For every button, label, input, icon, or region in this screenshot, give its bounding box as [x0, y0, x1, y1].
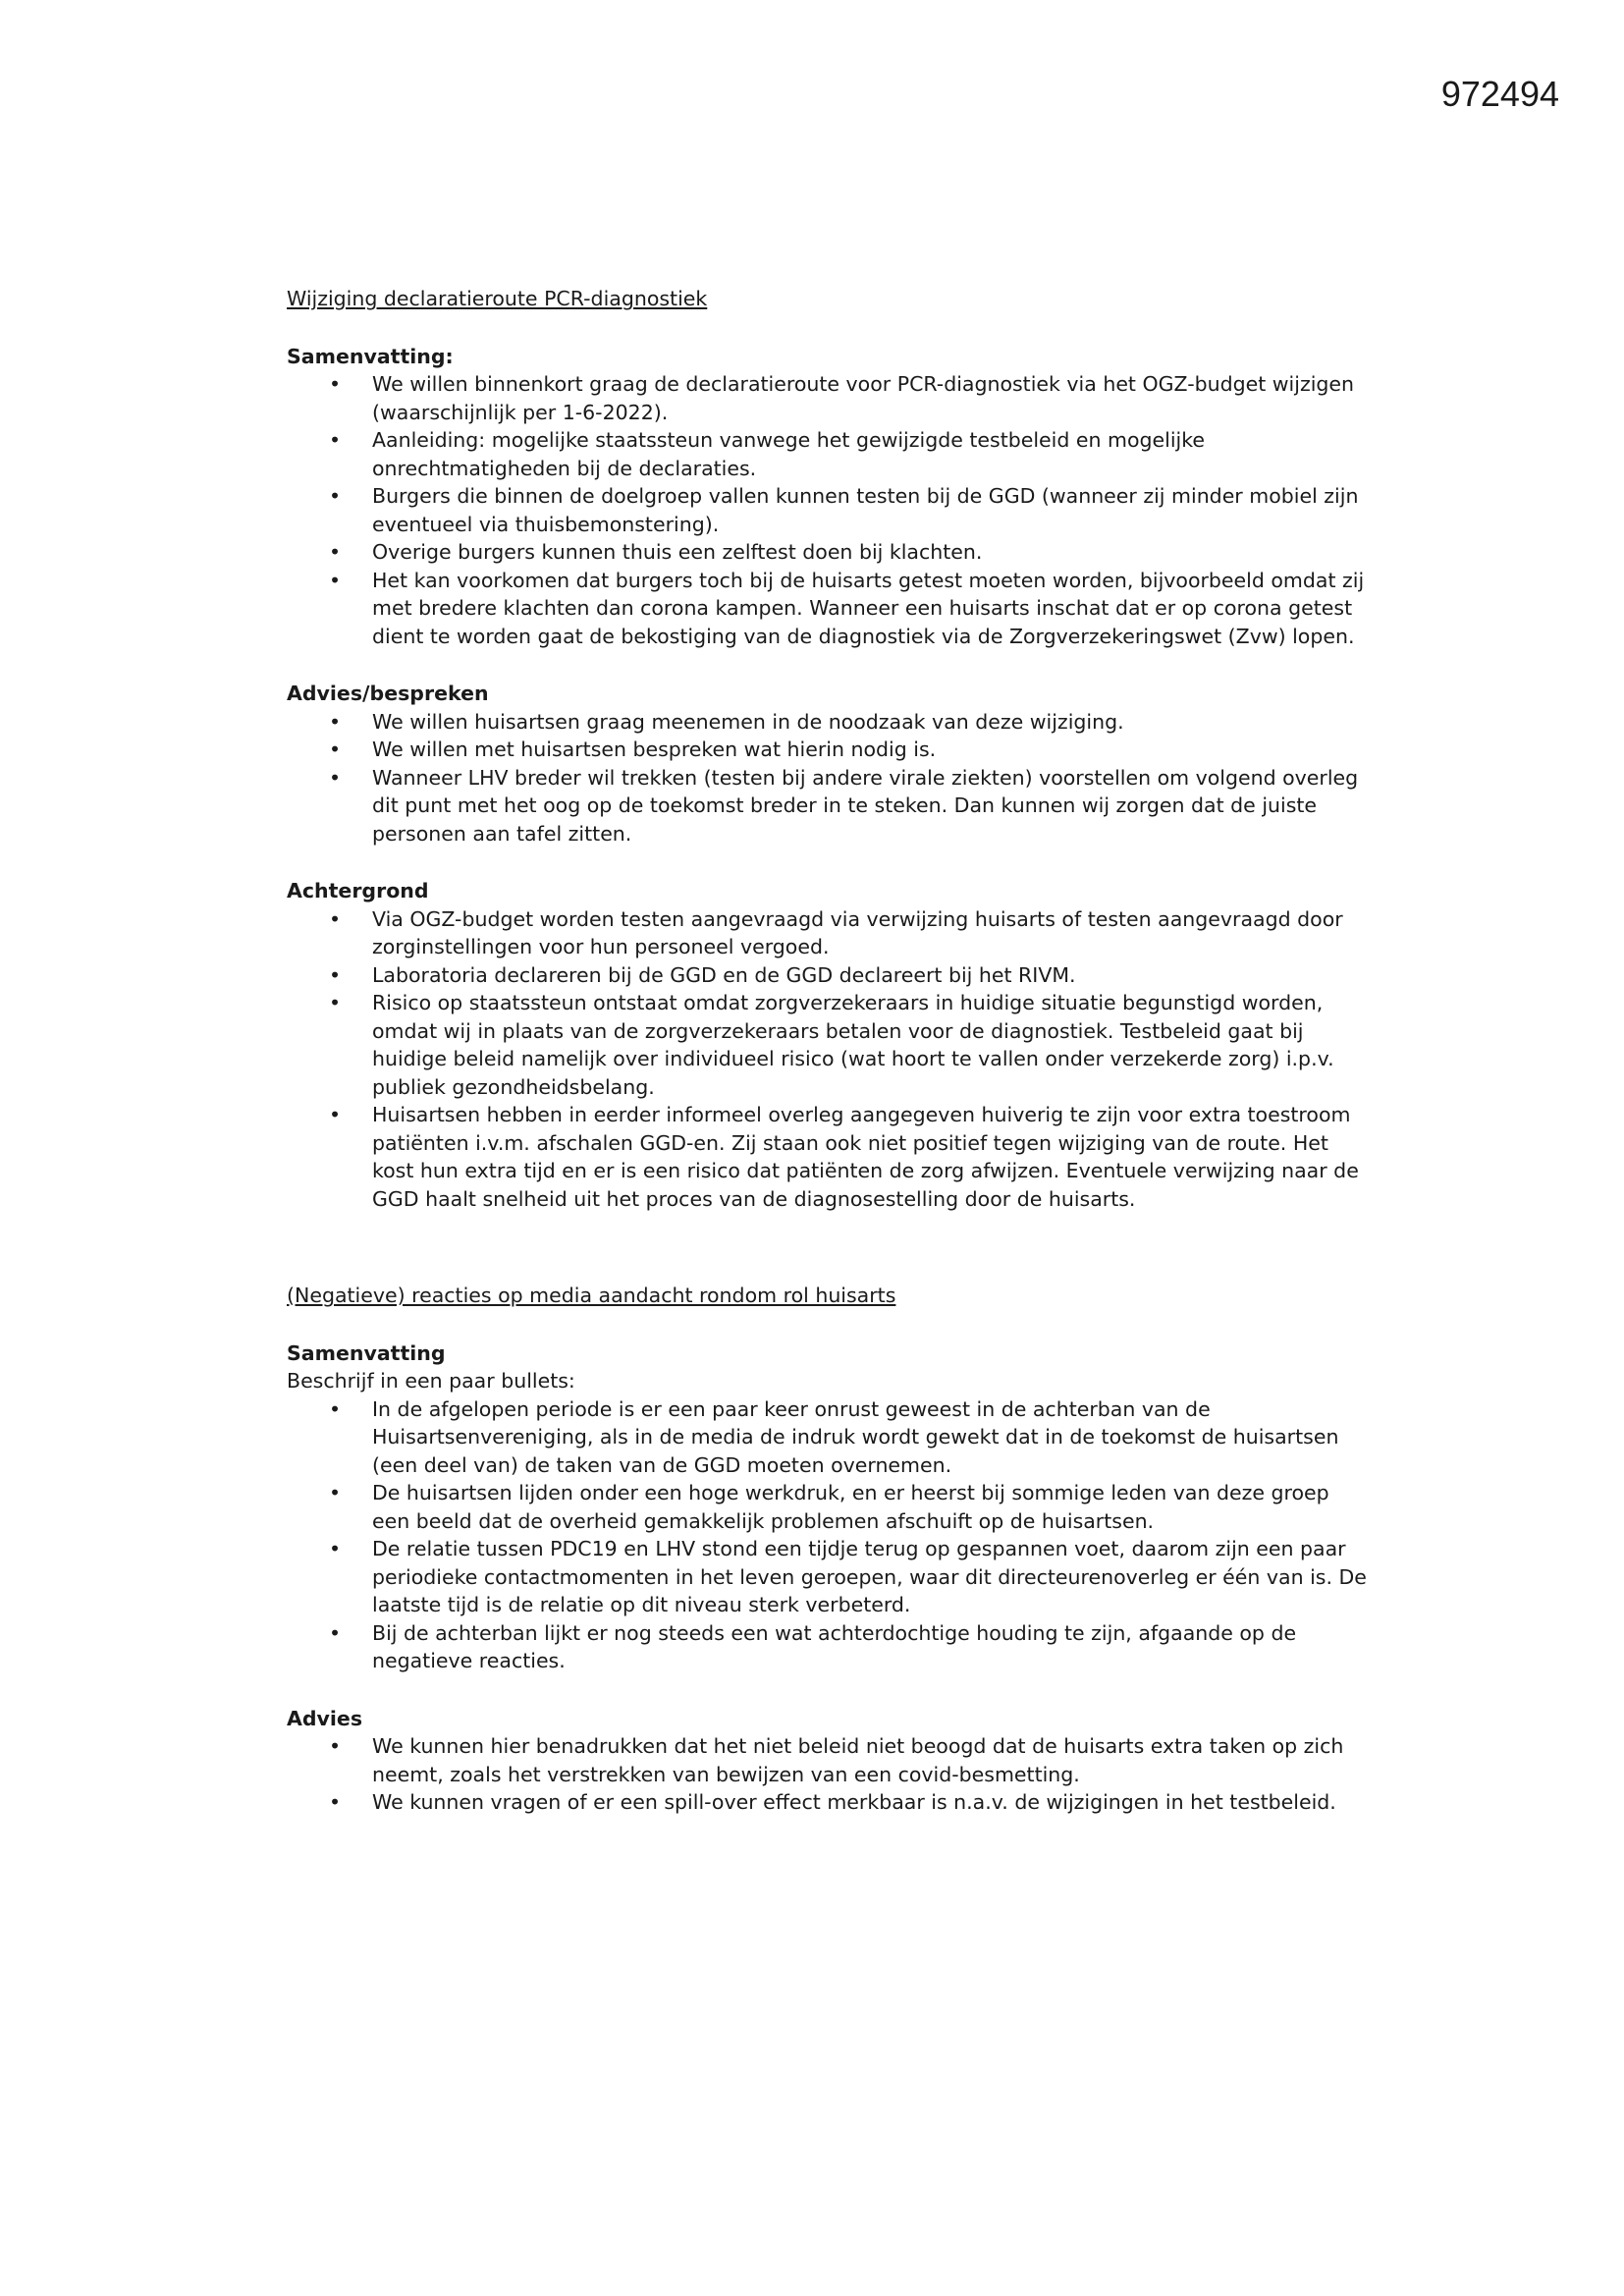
list-item: • De huisartsen lijden onder een hoge werkdruk, en er heerst bij sommige leden van deze groep een beeld dat de overheid gemakkelijk problemen afschuift op de huisartsen. — [287, 1479, 1367, 1535]
heading-advies: Advies — [287, 1706, 363, 1730]
heading-achtergrond: Achtergrond — [287, 879, 429, 902]
list-item: • Burgers die binnen de doelgroep vallen kunnen testen bij de GGD (wanneer zij minder mobiel zijn eventueel via thuisbemonstering). — [287, 482, 1367, 538]
bullet-list-advies — [287, 1732, 1367, 1817]
list-item: • Laboratoria declareren bij de GGD en de GGD declareert bij het RIVM. — [287, 961, 1367, 990]
bullet-list-achtergrond — [287, 905, 1367, 1214]
heading-advies-bespreken: Advies/bespreken — [287, 682, 489, 705]
document-content — [287, 285, 1367, 1817]
heading-samenvatting-1: Samenvatting: — [287, 344, 454, 368]
section-title-pcr: Wijziging declaratieroute PCR-diagnostiek — [287, 287, 708, 310]
list-item: • Wanneer LHV breder wil trekken (testen bij andere virale ziekten) voorstellen om volgend overleg dit punt met het oog op de toekomst breder in te steken. Dan kunnen wij zorgen dat de juiste personen aan tafel zitten. — [287, 764, 1367, 848]
list-item: • Bij de achterban lijkt er nog steeds een wat achterdochtige houding te zijn, afgaande op de negatieve reacties. — [287, 1619, 1367, 1675]
bullet-list-samenvatting-1 — [287, 370, 1367, 650]
list-item: • We kunnen vragen of er een spill-over effect merkbaar is n.a.v. de wijzigingen in het testbeleid. — [287, 1788, 1367, 1817]
list-item: • Via OGZ-budget worden testen aangevraagd via verwijzing huisarts of testen aangevraagd door zorginstellingen voor hun personeel vergoed. — [287, 905, 1367, 961]
list-item: • Overige burgers kunnen thuis een zelftest doen bij klachten. — [287, 538, 1367, 567]
list-item: • Aanleiding: mogelijke staatssteun vanwege het gewijzigde testbeleid en mogelijke onrechtmatigheden bij de declaraties. — [287, 426, 1367, 482]
section-title-media: (Negatieve) reacties op media aandacht rondom rol huisarts — [287, 1284, 896, 1307]
document-number: 972494 — [1440, 74, 1559, 114]
list-item: • We willen binnenkort graag de declaratieroute voor PCR-diagnostiek via het OGZ-budget wijzigen (waarschijnlijk per 1-6-2022). — [287, 370, 1367, 426]
list-item: • We willen huisartsen graag meenemen in de noodzaak van deze wijziging. — [287, 708, 1367, 737]
list-item: • We kunnen hier benadrukken dat het niet beleid niet beoogd dat de huisarts extra taken op zich neemt, zoals het verstrekken van bewijzen van een covid-besmetting. — [287, 1732, 1367, 1788]
bullet-list-samenvatting-2 — [287, 1395, 1367, 1675]
list-item: • De relatie tussen PDC19 en LHV stond een tijdje terug op gespannen voet, daarom zijn een paar periodieke contactmomenten in het leven geroepen, waar dit directeurenoverleg er één van is. De laatste tijd is de relatie op dit niveau sterk verbeterd. — [287, 1535, 1367, 1619]
bullet-list-advies-bespreken — [287, 708, 1367, 848]
summary-intro: Beschrijf in een paar bullets: — [287, 1369, 575, 1393]
heading-samenvatting-2: Samenvatting — [287, 1340, 446, 1365]
list-item: • We willen met huisartsen bespreken wat hierin nodig is. — [287, 736, 1367, 764]
list-item: • In de afgelopen periode is er een paar keer onrust geweest in de achterban van de Huisartsenvereniging, als in de media de indruk wordt gewekt dat in de toekomst de huisartsen (een deel van) de taken van de GGD moeten overnemen. — [287, 1395, 1367, 1480]
list-item: • Het kan voorkomen dat burgers toch bij de huisarts getest moeten worden, bijvoorbeeld omdat zij met bredere klachten dan corona kampen. Wanneer een huisarts inschat dat er op corona getest dient te worden gaat de bekostiging van de diagnostiek via de Zorgverzekeringswet (Zvw) lopen. — [287, 567, 1367, 651]
list-item: • Risico op staatssteun ontstaat omdat zorgverzekeraars in huidige situatie begunstigd worden, omdat wij in plaats van de zorgverzekeraars betalen voor de diagnostiek. Testbeleid gaat bij huidige beleid namelijk over individueel risico (wat hoort te vallen onder verzekerde zorg) i.p.v. publiek gezondheidsbelang. — [287, 989, 1367, 1101]
list-item: • Huisartsen hebben in eerder informeel overleg aangegeven huiverig te zijn voor extra toestroom patiënten i.v.m. afschalen GGD-en. Zij staan ook niet positief tegen wijziging van de route. Het kost hun extra tijd en er is een risico dat patiënten de zorg afwijzen. Eventuele verwijzing naar de GGD haalt snelheid uit het proces van de diagnosestelling door de huisarts. — [287, 1101, 1367, 1213]
